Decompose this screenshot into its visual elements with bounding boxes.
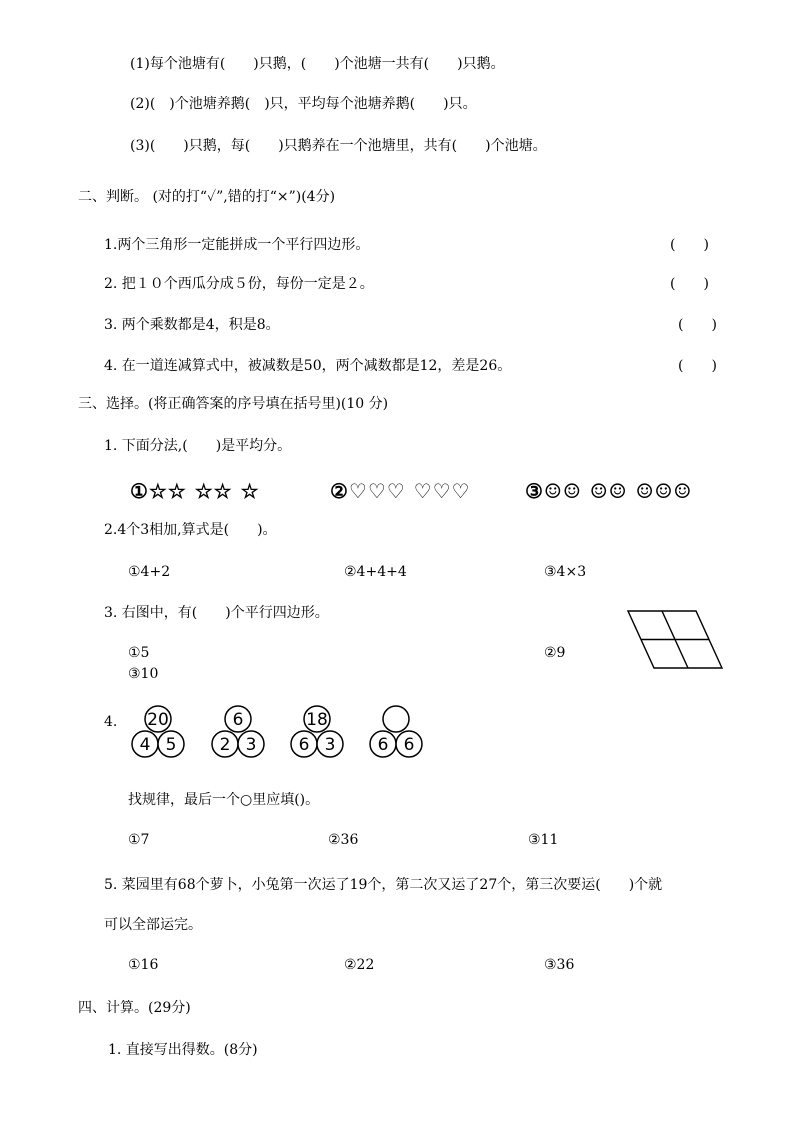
choice-q5-option-2: ②22	[344, 957, 375, 973]
circle-group-1	[132, 706, 184, 757]
choice-q1-stem: 1. 下面分法,( )是平均分。	[104, 438, 292, 454]
circle-1-right: 5	[165, 735, 177, 755]
choice-q4-stem: 找规律，最后一个○里应填()。	[128, 792, 320, 808]
choice-q2-option-3: ③4×3	[544, 564, 587, 580]
judge-item-3: 3. 两个乘数都是4，积是8。	[104, 317, 280, 333]
choice-q2-option-2: ②4+4+4	[344, 564, 407, 580]
judge-item-4: 4. 在一道连减算式中，被减数是50，两个减数都是12，差是26。	[104, 358, 512, 374]
section-4-sub-1: 1. 直接写出得数。(8分)	[108, 1042, 258, 1058]
choice-q1-option-1: ①☆☆ ☆☆ ☆	[130, 479, 260, 503]
judge-paren-2[interactable]: ( )	[670, 276, 709, 292]
circle-2-top: 6	[232, 710, 244, 730]
judge-paren-4[interactable]: ( )	[678, 358, 717, 374]
choice-q4-option-1: ①7	[128, 832, 150, 848]
circle-pattern	[128, 704, 428, 760]
fill-item-1: (1)每个池塘有( )只鹅，( )个池塘一共有( )只鹅。	[130, 56, 505, 72]
fill-item-3: (3)( )只鹅，每( )只鹅养在一个池塘里，共有( )个池塘。	[130, 138, 547, 154]
choice-q5-stem-line2: 可以全部运完。	[104, 917, 202, 933]
circle-1-top: 20	[147, 710, 169, 730]
section-3-heading: 三、选择。(将正确答案的序号填在括号里)(10 分)	[78, 396, 389, 412]
choice-q4-option-2: ②36	[328, 832, 359, 848]
choice-q5-option-1: ①16	[128, 957, 159, 973]
circle-3-right: 3	[324, 735, 336, 755]
choice-q3-stem: 3. 右图中，有( )个平行四边形。	[104, 605, 329, 621]
circle-group-2	[212, 706, 264, 757]
choice-q3-option-2: ②9	[544, 645, 566, 661]
judge-item-1: 1.两个三角形一定能拼成一个平行四边形。	[104, 237, 370, 253]
choice-q2-option-1: ①4+2	[128, 564, 171, 580]
circle-3-top: 18	[306, 710, 328, 730]
judge-paren-1[interactable]: ( )	[670, 237, 709, 253]
circle-group-4	[370, 706, 422, 757]
fill-item-2: (2)( )个池塘养鹅( )只，平均每个池塘养鹅( )只。	[130, 96, 477, 112]
circle-2-left: 2	[219, 735, 231, 755]
choice-q1-option-3: ③☺☺ ☺☺ ☺☺☺	[525, 479, 693, 503]
circle-group-3	[291, 706, 343, 757]
choice-q1-option-2: ②♡♡♡ ♡♡♡	[330, 479, 471, 503]
circle-1-left: 4	[139, 735, 151, 755]
circle-4-left: 6	[377, 735, 389, 755]
circle-4-right: 6	[403, 735, 415, 755]
choice-q4-option-3: ③11	[528, 832, 559, 848]
circle-2-right: 3	[245, 735, 257, 755]
choice-q4-number: 4.	[104, 714, 118, 730]
choice-q3-option-1: ①5	[128, 645, 150, 661]
section-4-heading: 四、计算。(29分)	[78, 1000, 191, 1016]
judge-paren-3[interactable]: ( )	[678, 317, 717, 333]
choice-q5-option-3: ③36	[544, 957, 575, 973]
judge-item-2: 2. 把１０个西瓜分成５份，每份一定是２。	[104, 276, 374, 292]
choice-q2-stem: 2.4个3相加,算式是( )。	[104, 522, 277, 538]
choice-q5-stem-line1: 5. 菜园里有68个萝卜，小兔第一次运了19个，第二次又运了27个，第三次要运( )个就	[104, 877, 663, 893]
choice-q3-option-3: ③10	[128, 666, 159, 682]
section-2-heading: 二、判断。 (对的打“✓”,错的打“×”)(4分)	[78, 189, 336, 205]
parallelogram-figure	[624, 608, 724, 672]
circle-3-left: 6	[298, 735, 310, 755]
